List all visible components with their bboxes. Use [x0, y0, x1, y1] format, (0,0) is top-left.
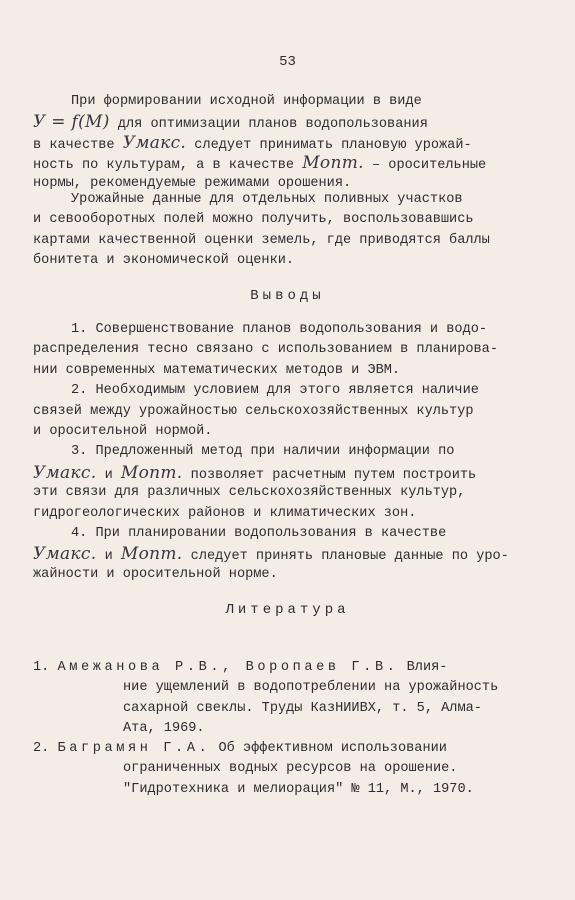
- conclusion-4-line-2: [33, 544, 538, 564]
- intro-line-4-a: ность по культурам, а в качестве: [33, 158, 303, 174]
- reference-1-line-2: ние ущемлений в водопотреблении на урожайность: [123, 680, 499, 696]
- reference-1-authors: Амежанова Р.В., Воропаев Г.В.: [57, 660, 399, 675]
- paragraph-2: [33, 190, 538, 272]
- conclusion-3-line-2-text: позволяет расчетным путем построить: [182, 467, 477, 483]
- conclusion-2-line-1: 2. Необходимым условием для этого является наличие: [71, 383, 479, 399]
- conclusion-4-and: и: [96, 549, 121, 565]
- intro-line-1: При формировании исходной информации в виде: [71, 94, 422, 109]
- conclusion-1-line-1: 1. Совершенствование планов водопользования и водо-: [71, 322, 488, 337]
- handwritten-ymax: Умакс.: [33, 462, 97, 483]
- reference-1-number: 1.: [33, 660, 58, 675]
- reference-1: [33, 658, 543, 740]
- intro-line-3-a: в качестве: [33, 137, 123, 153]
- conclusions-heading: Выводы: [250, 288, 325, 304]
- reference-1-line-1: [33, 658, 543, 678]
- intro-line-2: [33, 112, 538, 132]
- conclusion-2-line-2: связей между урожайностью сельскохозяйственных культур: [33, 403, 474, 419]
- reference-2-line-1: [33, 739, 543, 759]
- reference-2-authors: Баграмян Г.А.: [57, 741, 211, 756]
- conclusion-3-line-2: [33, 463, 538, 483]
- reference-2-line-1-text: Об эффективном использовании: [210, 741, 447, 756]
- handwritten-ymax: Умакс.: [122, 132, 187, 153]
- page-number: 53: [279, 54, 296, 70]
- reference-1-line-1-text: Влия-: [398, 660, 448, 675]
- handwritten-mopt: Мопт.: [120, 462, 183, 483]
- reference-1-line-3: сахарной свеклы. Труды КазНИИВХ, т. 5, Алма-: [123, 700, 482, 716]
- intro-line-3: [33, 133, 538, 153]
- handwritten-mopt: Мопт.: [302, 153, 364, 174]
- intro-line-5: нормы, рекомендуемые режимами орошения.: [33, 175, 352, 191]
- intro-paragraph: [33, 92, 538, 194]
- conclusion-4-line-3: жайности и оросительной норме.: [33, 566, 278, 582]
- conclusion-2-line-3: и оросительной нормой.: [33, 423, 213, 439]
- conclusion-4-line-2-text: следует принять плановые данные по уро-: [182, 549, 509, 565]
- literature-heading: Литература: [225, 602, 350, 618]
- conclusion-3-line-1: 3. Предложенный метод при наличии информации по: [71, 444, 455, 460]
- handwritten-ymax: Умакс.: [33, 544, 97, 565]
- reference-2-line-2: ограниченных водных ресурсов на орошение.: [123, 761, 458, 777]
- conclusion-1-line-3: нии современных математических методов и ЭВМ.: [33, 362, 401, 378]
- intro-line-4: [33, 153, 538, 173]
- conclusion-3-line-4: гидрогеологических районов и климатических зон.: [33, 505, 417, 521]
- conclusion-4-line-1: 4. При планировании водопользования в качестве: [71, 525, 447, 541]
- intro-line-2-text: для оптимизации планов водопользования: [109, 117, 428, 133]
- intro-line-3-b: следует принимать плановую урожай-: [186, 137, 472, 153]
- handwritten-formula: У = f(M): [33, 112, 110, 133]
- para2-line-3: картами качественной оценки земель, где приводятся баллы: [33, 232, 490, 248]
- conclusions-list: [33, 320, 538, 585]
- conclusion-3-and: и: [96, 467, 121, 483]
- para2-line-2: и севооборотных полей можно получить, воспользовавшись: [33, 212, 474, 228]
- para2-line-1: Урожайные данные для отдельных поливных участков: [71, 192, 463, 207]
- reference-2-line-3: "Гидротехника и мелиорация" № 11, М., 1970.: [123, 781, 474, 797]
- conclusion-1-line-2: распределения тесно связано с использованием в планирова-: [33, 342, 498, 358]
- reference-2-number: 2.: [33, 741, 58, 756]
- intro-line-4-b: – оросительные: [363, 158, 487, 174]
- reference-1-line-4: Ата, 1969.: [123, 721, 205, 737]
- reference-2: [33, 739, 543, 800]
- conclusion-3-line-3: эти связи для различных сельскохозяйственных культур,: [33, 485, 466, 501]
- para2-line-4: бонитета и экономической оценки.: [33, 253, 295, 269]
- handwritten-mopt: Мопт.: [120, 544, 183, 565]
